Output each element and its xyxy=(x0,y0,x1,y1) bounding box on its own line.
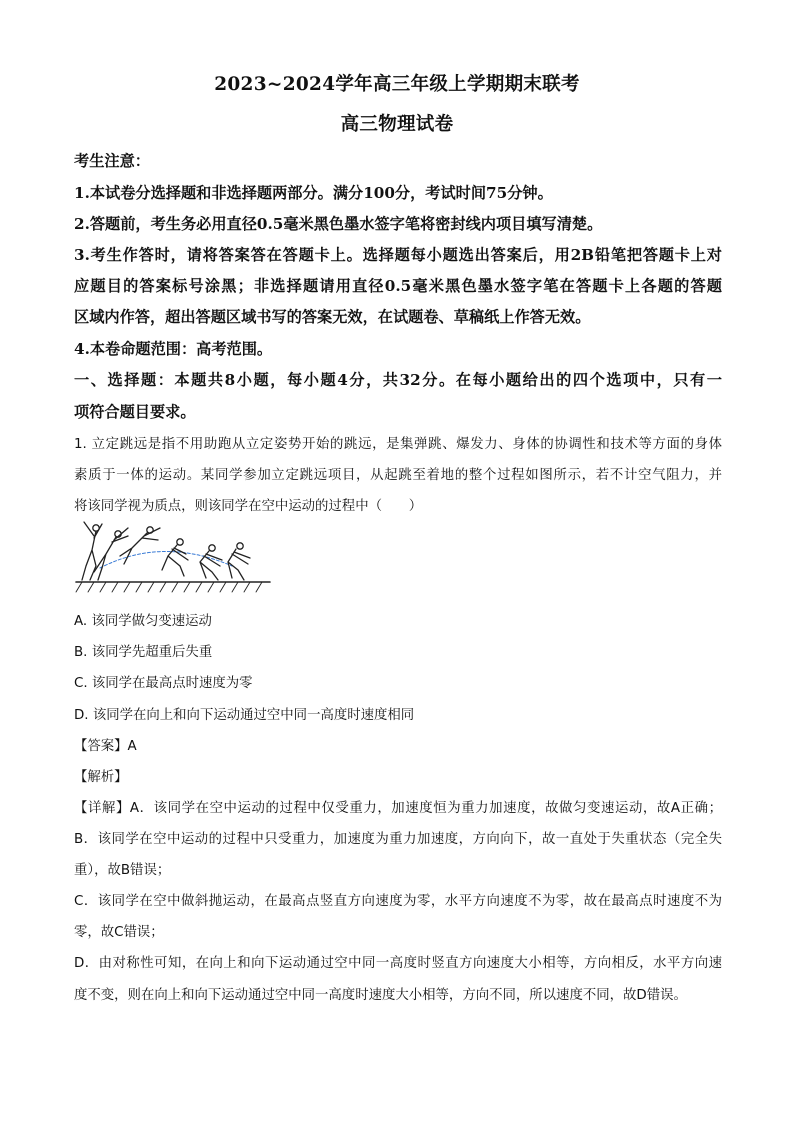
question-stem: 将该同学视为质点，则该同学在空中运动的过程中（ ） xyxy=(74,499,423,514)
notice-item: 区域内作答，超出答题区域书写的答案无效，在试题卷、草稿纸上作答无效。 xyxy=(74,308,591,326)
exam-subtitle: 高三物理试卷 xyxy=(340,114,454,135)
option-c: C. 该同学在最高点时速度为零 xyxy=(74,676,253,691)
notice-item: 4.本卷命题范围：高考范围。 xyxy=(74,340,273,358)
section-heading-cont: 项符合题目要求。 xyxy=(74,403,196,421)
explanation-line: 重），故B错误； xyxy=(74,863,171,878)
exam-title: 2023~2024学年高三年级上学期期末联考 xyxy=(214,74,580,95)
notice-item: 3.考生作答时，请将答案答在答题卡上。选择题每小题选出答案后，用2B铅笔把答题卡上对 xyxy=(74,246,722,264)
explanation-line: 【详解】A．该同学在空中运动的过程中仅受重力，加速度恒为重力加速度，故做匀变速运动，故A正确； xyxy=(74,801,722,816)
explanation-line: D．由对称性可知，在向上和向下运动通过空中同一高度时竖直方向速度大小相等，方向相反，水平方向速 xyxy=(74,956,722,971)
explanation-line: B．该同学在空中运动的过程中只受重力，加速度为重力加速度，方向向下，故一直处于失重状态（完全失 xyxy=(74,832,722,847)
notice-item: 应题目的答案标号涂黑；非选择题请用直径0.5毫米黑色墨水签字笔在答题卡上各题的答题 xyxy=(74,277,722,295)
option-a: A. 该同学做匀变速运动 xyxy=(74,614,212,629)
explanation-line: C．该同学在空中做斜抛运动，在最高点竖直方向速度为零，水平方向速度不为零，故在最高点时速度不为 xyxy=(74,894,722,909)
section-heading: 一、选择题：本题共8小题，每小题4分，共32分。在每小题给出的四个选项中，只有一 xyxy=(74,371,722,389)
question-stem: 1. 立定跳远是指不用助跑从立定姿势开始的跳远，是集弹跳、爆发力、身体的协调性和技术等方面的身体 xyxy=(74,437,722,452)
notice-heading: 考生注意： xyxy=(74,152,150,170)
analysis-label: 【解析】 xyxy=(74,770,128,785)
explanation-line: 度不变，则在向上和向下运动通过空中同一高度时速度大小相等，方向不同，所以速度不同，故D错误。 xyxy=(74,988,687,1003)
question-stem: 素质于一体的运动。某同学参加立定跳远项目，从起跳至着地的整个过程如图所示，若不计空气阻力，并 xyxy=(74,468,722,483)
answer-label: 【答案】A xyxy=(74,739,137,754)
option-b: B. 该同学先超重后失重 xyxy=(74,645,213,660)
notice-item: 2.答题前，考生务必用直径0.5毫米黑色墨水签字笔将密封线内项目填写清楚。 xyxy=(74,215,603,233)
explanation-line: 零，故C错误； xyxy=(74,925,164,940)
option-d: D. 该同学在向上和向下运动通过空中同一高度时速度相同 xyxy=(74,708,415,723)
notice-item: 1.本试卷分选择题和非选择题两部分。满分100分，考试时间75分钟。 xyxy=(74,184,553,202)
standing-long-jump-figure xyxy=(72,516,272,594)
